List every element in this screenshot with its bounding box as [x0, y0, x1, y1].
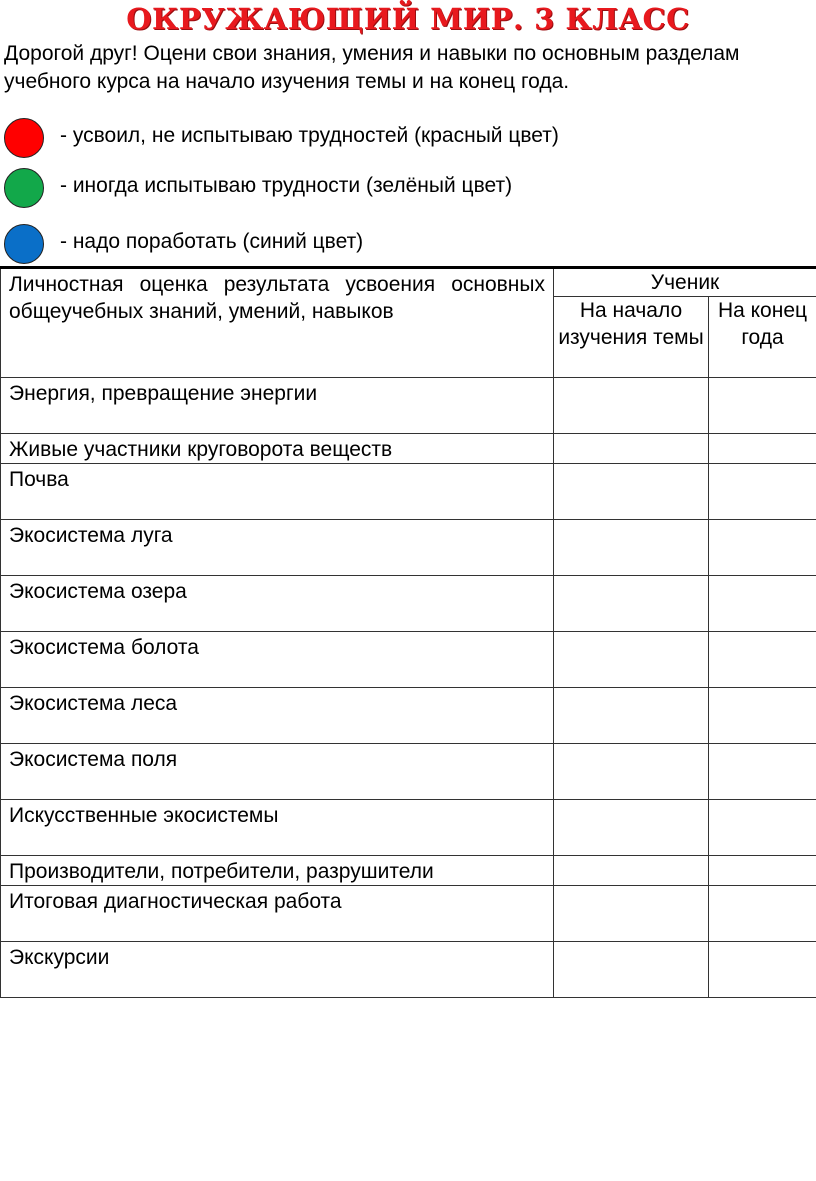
end-grade-cell[interactable] [709, 378, 816, 434]
end-grade-cell[interactable] [709, 464, 816, 520]
self-assessment-table [0, 266, 816, 998]
table-row [1, 886, 816, 942]
start-grade-cell[interactable] [554, 886, 709, 942]
table-row [1, 744, 816, 800]
start-grade-cell[interactable] [554, 520, 709, 576]
start-grade-cell[interactable] [554, 688, 709, 744]
legend-item-blue [4, 224, 704, 268]
legend-label-red: - усвоил, не испытываю трудностей (красный цвет) [60, 124, 559, 147]
topic-cell: Производители, потребители, разрушители [1, 856, 554, 886]
start-grade-cell[interactable] [554, 744, 709, 800]
end-grade-cell[interactable] [709, 576, 816, 632]
legend-item-red [4, 118, 704, 162]
red-circle-icon [4, 118, 44, 158]
topic-cell: Экосистема луга [1, 520, 554, 576]
topic-cell: Экосистема озера [1, 576, 554, 632]
legend-label-green: - иногда испытываю трудности (зелёный цвет) [60, 174, 513, 197]
topic-cell: Экосистема леса [1, 688, 554, 744]
table-row [1, 576, 816, 632]
blue-circle-icon [4, 224, 44, 264]
page-title: ОКРУЖАЮЩИЙ МИР. 3 КЛАСС [126, 2, 690, 36]
topic-cell: Экосистема болота [1, 632, 554, 688]
topic-cell: Энергия, превращение энергии [1, 378, 554, 434]
end-grade-cell[interactable] [709, 520, 816, 576]
table-row [1, 942, 816, 998]
topic-cell: Живые участники круговорота веществ [1, 434, 554, 464]
header-start-of-topic: На начало изучения темы [554, 297, 709, 378]
intro-line-2: учебного курса на начало изучения темы и на конец года. [4, 70, 570, 93]
header-end-of-year: На конец года [709, 297, 816, 378]
end-grade-cell[interactable] [709, 942, 816, 998]
end-grade-cell[interactable] [709, 632, 816, 688]
header-assessment: Личностная оценка результата усвоения основных общеучебных знаний, умений, навыков [1, 268, 554, 378]
legend-item-green [4, 168, 704, 212]
topic-cell: Искусственные экосистемы [1, 800, 554, 856]
end-grade-cell[interactable] [709, 856, 816, 886]
start-grade-cell[interactable] [554, 434, 709, 464]
table-row [1, 434, 816, 464]
table-row [1, 856, 816, 886]
table-row [1, 520, 816, 576]
end-grade-cell[interactable] [709, 744, 816, 800]
table-row [1, 632, 816, 688]
header-student: Ученик [554, 268, 816, 297]
topic-cell: Экскурсии [1, 942, 554, 998]
start-grade-cell[interactable] [554, 632, 709, 688]
start-grade-cell[interactable] [554, 942, 709, 998]
table-row [1, 378, 816, 434]
intro-line-1: Дорогой друг! Оцени свои знания, умения и навыки по основным разделам [4, 42, 740, 65]
topic-cell: Почва [1, 464, 554, 520]
end-grade-cell[interactable] [709, 434, 816, 464]
start-grade-cell[interactable] [554, 576, 709, 632]
table-row [1, 464, 816, 520]
start-grade-cell[interactable] [554, 378, 709, 434]
intro-text [4, 40, 816, 96]
green-circle-icon [4, 168, 44, 208]
legend-label-blue: - надо поработать (синий цвет) [60, 230, 364, 253]
table-row [1, 800, 816, 856]
table-row [1, 688, 816, 744]
end-grade-cell[interactable] [709, 886, 816, 942]
topic-cell: Итоговая диагностическая работа [1, 886, 554, 942]
end-grade-cell[interactable] [709, 688, 816, 744]
start-grade-cell[interactable] [554, 800, 709, 856]
start-grade-cell[interactable] [554, 856, 709, 886]
topic-cell: Экосистема поля [1, 744, 554, 800]
end-grade-cell[interactable] [709, 800, 816, 856]
start-grade-cell[interactable] [554, 464, 709, 520]
